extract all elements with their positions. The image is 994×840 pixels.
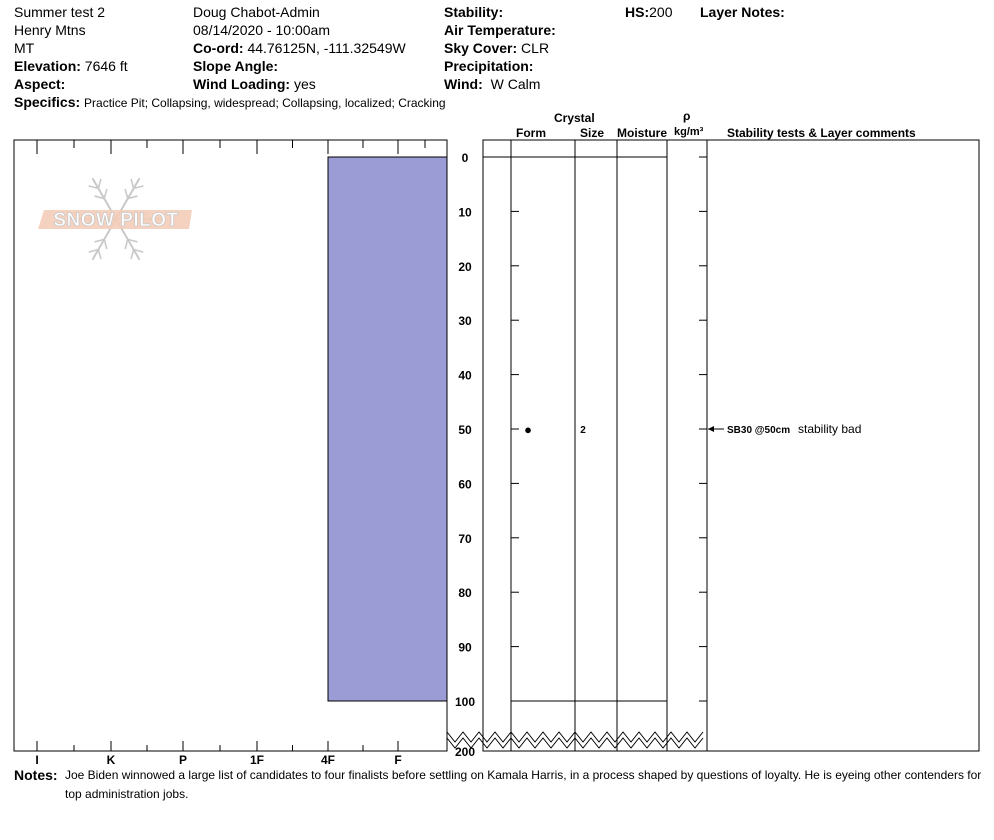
hardness-layers: [328, 157, 447, 701]
state: MT: [14, 40, 35, 56]
table-frame: [483, 140, 979, 751]
sky-cover-value: CLR: [521, 40, 550, 56]
coord-value: 44.76125N, -111.32549W: [247, 40, 406, 56]
depth-tick-label: 30: [458, 314, 472, 329]
test-pointer-arrow: [708, 426, 714, 432]
depth-tick-label: 60: [458, 477, 472, 492]
depth-tick-label: 10: [458, 205, 472, 220]
layer-notes-label: Layer Notes:: [700, 4, 785, 20]
rho-header: ρ: [683, 109, 691, 123]
air-temp-label: Air Temperature:: [444, 22, 556, 38]
snowflake-branch: [131, 250, 134, 260]
snowflake-branch: [131, 179, 134, 189]
depth-tick-label: 80: [458, 586, 472, 601]
stability-test-comment: stability bad: [798, 422, 862, 436]
moisture-header: Moisture: [617, 126, 668, 140]
snowflake-branch: [98, 250, 101, 260]
wind-value: W Calm: [490, 76, 541, 92]
snowflake-branch: [104, 189, 107, 199]
wind-label: Wind:: [444, 76, 483, 92]
hardness-tick-label: P: [178, 753, 188, 767]
depth-tick-label: 50: [458, 423, 472, 437]
specifics-value: Practice Pit; Collapsing, widespread; Collapsing, localized; Cracking: [84, 96, 446, 110]
snowflake-branch: [104, 239, 107, 249]
crystal-form-symbol: ●: [524, 422, 532, 437]
wind-loading-label: Wind Loading:: [193, 76, 291, 92]
notes-label: Notes:: [14, 767, 58, 783]
snow-pilot-logo: [38, 178, 192, 259]
aspect-label: Aspect:: [14, 76, 66, 92]
notes-text: Joe Biden winnowed a large list of candidates to four finalists before settling on Kamala Harris, in a process shaped by questions of loyalty. He is eyeing other contenders for top administration jobs.: [65, 768, 982, 801]
hardness-tick-label: F: [394, 753, 402, 767]
hardness-tick-label: K: [106, 753, 116, 767]
snowflake-branch: [98, 179, 101, 189]
form-header: Form: [516, 126, 546, 140]
slope-label: Slope Angle:: [193, 58, 279, 74]
depth-axis: [455, 151, 707, 759]
hs-value: 200: [649, 4, 673, 20]
hardness-layer-bar: [328, 157, 447, 701]
snowflake-branch: [125, 189, 128, 199]
comments-header: Stability tests & Layer comments: [727, 126, 916, 140]
size-header: Size: [580, 126, 605, 140]
observation-datetime: 08/14/2020 - 10:00am: [193, 22, 330, 38]
snowflake-branch: [125, 239, 128, 249]
mountain-range: Henry Mtns: [14, 22, 86, 38]
depth-tick-label: 100: [454, 695, 476, 709]
hardness-tick-label: 1F: [249, 753, 265, 767]
depth-tick-label: 0: [461, 151, 469, 165]
logo-text: SNOW PILOT: [53, 210, 179, 231]
crystal-size-value: 2: [580, 425, 586, 436]
crystal-header: Crystal: [554, 111, 595, 125]
depth-tick-label: 40: [458, 368, 472, 383]
hardness-tick-label: 4F: [320, 753, 336, 767]
observer: Doug Chabot-Admin: [193, 4, 320, 20]
depth-break-label: 200: [454, 745, 476, 759]
elevation-label: Elevation:: [14, 58, 81, 74]
depth-tick-label: 90: [458, 640, 472, 655]
density-unit-header: kg/m³: [674, 126, 704, 138]
hardness-tick-label: I: [35, 753, 39, 767]
crystal-observations: [524, 422, 586, 437]
hs-label: HS:: [625, 4, 650, 20]
elevation-value: 7646 ft: [84, 58, 128, 74]
stability-tests: [708, 422, 861, 436]
pit-name: Summer test 2: [14, 4, 106, 20]
stability-label: Stability:: [444, 4, 504, 20]
depth-tick-label: 20: [458, 259, 472, 274]
specifics-label: Specifics:: [14, 94, 81, 110]
coord-label: Co-ord:: [193, 40, 244, 56]
crystal-table: [447, 140, 979, 751]
depth-tick-label: 70: [458, 531, 472, 546]
stability-test-label: SB30 @50cm: [727, 425, 791, 436]
sky-cover-label: Sky Cover:: [444, 40, 518, 56]
precipitation-label: Precipitation:: [444, 58, 534, 74]
wind-loading-value: yes: [293, 76, 316, 92]
